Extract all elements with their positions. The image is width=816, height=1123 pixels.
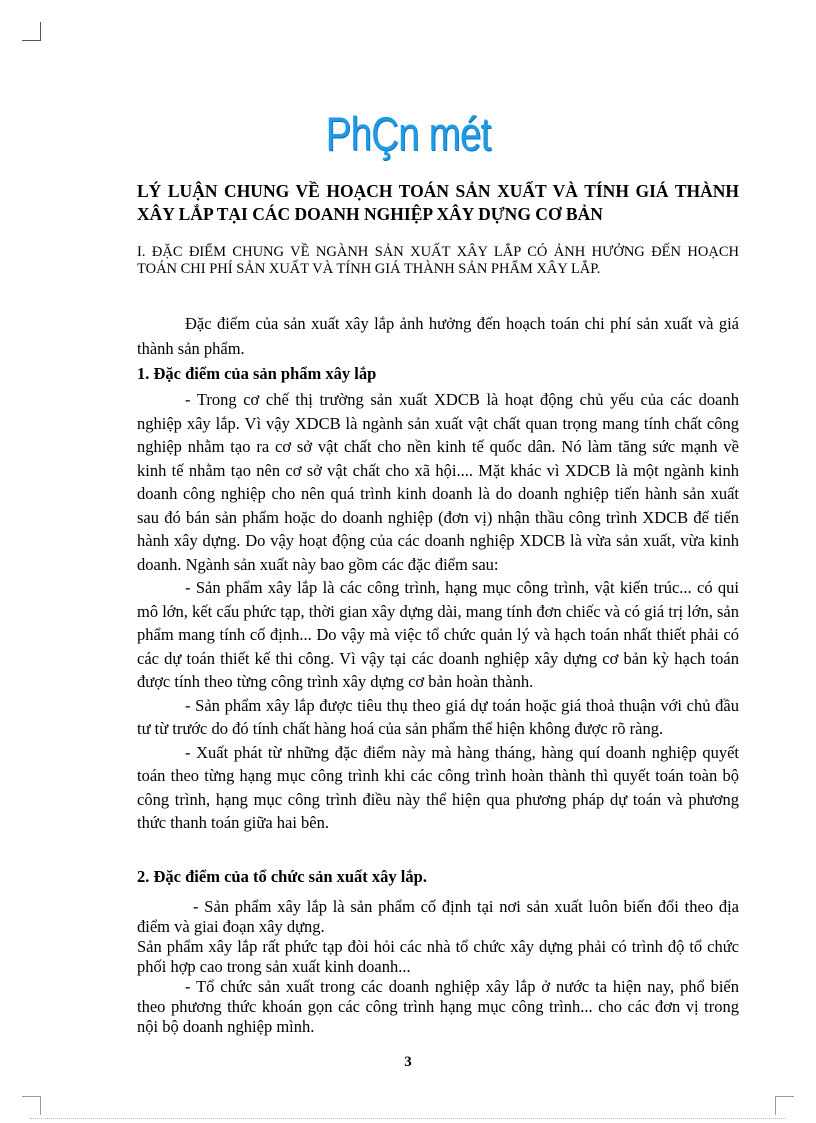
paragraph: - Trong cơ chế thị trường sản xuất XDCB là hoạt động chủ yếu của các doanh nghiệp xây lắp. Vì vậy XDCB là ngành sản xuất vật chất quan trọng mang tính chất công nghiệp nhằm tạo ra cơ sở vật chất cho nền kinh tế quốc dân. Nó làm tăng sức mạnh về kinh tế nhằm tạo nên cơ sở vật chất cho xã hội.... Mặt khác vì XDCB là một ngành kinh doanh công nghiệp cho nên quá trình kinh doanh là do doanh nghiệp tiến hành sản xuất sau đó bán sản phẩm hoặc do doanh nghiệp (đơn vị) nhận thầu công trình XDCB để tiến hành xây dựng. Do vậy hoạt động của các doanh nghiệp XDCB là vừa sản xuất, vừa kinh doanh. Ngành sản xuất này bao gồm các đặc điểm sau: [137, 390, 739, 574]
paragraph: - Sản phẩm xây lắp là sản phẩm cố định tại nơi sản xuất luôn biến đổi theo địa điểm và giai đoạn xây dựng. [137, 897, 739, 936]
section-2-body [137, 897, 739, 1037]
document-title: LÝ LUẬN CHUNG VỀ HOẠCH TOÁN SẢN XUẤT VÀ TÍNH GIÁ THÀNH XÂY LẮP TẠI CÁC DOANH NGHIỆP XÂY DỰNG CƠ BẢN [137, 181, 739, 224]
page-bottom-divider [30, 1118, 786, 1119]
paragraph: - Sản phẩm xây lắp được tiêu thụ theo giá dự toán hoặc giá thoả thuận với chủ đầu tư từ trước do đó tính chất hàng hoá của sản phẩm thể hiện không được rõ ràng. [137, 695, 739, 738]
crop-mark-bottom-right [775, 1096, 794, 1115]
page-number: 3 [404, 1054, 412, 1070]
paragraph: - Tổ chức sản xuất trong các doanh nghiệp xây lắp ở nước ta hiện nay, phổ biến theo phương thức khoán gọn các công trình hạng mục công trình... cho các đơn vị trong nội bộ doanh nghiệp mình. [137, 977, 739, 1036]
heading-section-1: 1. Đặc điểm của sản phẩm xây lắp [137, 364, 377, 383]
wordart-heading: PhÇn mét [325, 107, 491, 160]
section-heading-i: I. ĐẶC ĐIỂM CHUNG VỀ NGÀNH SẢN XUẤT XÂY LẮP CÓ ẢNH HƯỞNG ĐẾN HOẠCH TOÁN CHI PHÍ SẢN XUẤT VÀ TÍNH GIÁ THÀNH SẢN PHẨM XÂY LẮP. [137, 244, 739, 277]
crop-mark-top-left [22, 22, 41, 41]
paragraph: Sản phẩm xây lắp rất phức tạp đòi hỏi các nhà tổ chức xây dựng phải có trình độ tổ chức phối hợp cao trong sản xuất kinh doanh... [137, 937, 739, 976]
crop-mark-bottom-left [22, 1096, 41, 1115]
paragraph: - Xuất phát từ những đặc điểm này mà hàng tháng, hàng quí doanh nghiệp quyết toán theo từng hạng mục công trình khi các công trình hoàn thành thì quyết toán toàn bộ công trình, hạng mục công trình điều này thể hiện qua phương pháp dự toán và phương thức thanh toán giữa hai bên. [137, 742, 739, 832]
heading-section-2: 2. Đặc điểm của tổ chức sản xuất xây lắp. [137, 867, 427, 886]
section-1-body [137, 388, 739, 835]
intro-paragraph: Đặc điểm của sản xuất xây lắp ảnh hưởng đến hoạch toán chi phí sản xuất và giá thành sản phẩm. [137, 314, 739, 358]
paragraph: - Sản phẩm xây lắp là các công trình, hạng mục công trình, vật kiến trúc... có qui mô lớn, kết cấu phức tạp, thời gian xây dựng dài, mang tính đơn chiếc và có giá trị lớn, sản phẩm mang tính cố định... Do vậy mà việc tổ chức quản lý và hạch toán nhất thiết phải có các dự toán thiết kế thi công. Vì vậy tại các doanh nghiệp xây dựng cơ bản kỳ hạch toán được tính theo từng công trình xây dựng cơ bản hoàn thành. [137, 578, 739, 691]
